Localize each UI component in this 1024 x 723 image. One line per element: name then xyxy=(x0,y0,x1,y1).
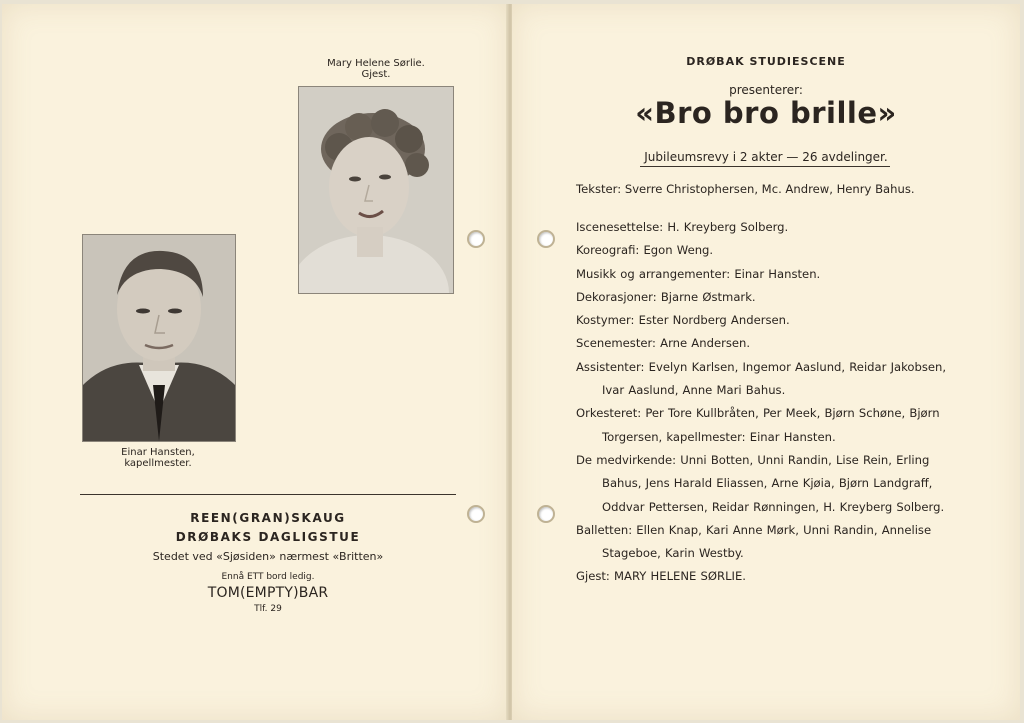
show-title: «Bro bro brille» xyxy=(635,96,897,130)
portrait-man-illustration xyxy=(83,235,235,441)
show-subtitle: Jubileumsrevy i 2 akter — 26 avdelinger. xyxy=(644,150,888,164)
credit-costumes: Kostymer: Ester Nordberg Andersen. xyxy=(576,313,790,328)
credit-ballet: Balletten: Ellen Knap, Kari Anne Mørk, Unni Randin, Annelise Stageboe, Karin Westby. xyxy=(576,522,932,561)
credit-guest: Gjest: MARY HELENE SØRLIE. xyxy=(576,569,746,584)
caption-line: Einar Hansten, xyxy=(121,447,195,458)
portrait-photo-man xyxy=(82,234,236,442)
portrait-woman-illustration xyxy=(299,87,453,293)
credit-stage-manager: Scenemester: Arne Andersen. xyxy=(576,336,751,351)
credits-list xyxy=(576,216,960,589)
ad-note: Ennå ETT bord ledig. xyxy=(221,572,315,582)
binder-hole xyxy=(537,230,555,248)
ad-bar-name: TOM(EMPTY)BAR xyxy=(207,585,329,601)
presents-label: presenterer: xyxy=(729,83,803,97)
photo-caption-guest xyxy=(300,58,452,80)
ad-business-name: REEN(GRAN)SKAUG xyxy=(190,511,346,525)
caption-line: Gjest. xyxy=(361,69,391,80)
ad-phone: Tlf. 29 xyxy=(254,604,282,614)
caption-line: Mary Helene Sørlie. xyxy=(327,58,425,69)
credit-choreography: Koreografi: Egon Weng. xyxy=(576,243,714,258)
subtitle-underline xyxy=(640,166,890,167)
binder-hole xyxy=(467,505,485,523)
ad-location: Stedet ved «Sjøsiden» nærmest «Britten» xyxy=(152,550,384,563)
ad-tagline: DRØBAKS DAGLIGSTUE xyxy=(175,530,361,544)
binder-hole xyxy=(467,230,485,248)
credit-direction: Iscenesettelse: H. Kreyberg Solberg. xyxy=(576,220,789,234)
credit-cast: De medvirkende: Unni Botten, Unni Randin, Lise Rein, Erling Bahus, Jens Harald Eliassen, Arne Kjøia, Bjørn Landgraff, Oddvar Pettersen, Reidar Rønningen, H. Kreyberg Solberg. xyxy=(576,452,945,514)
organization-name: DRØBAK STUDIESCENE xyxy=(686,55,846,68)
credit-music: Musikk og arrangementer: Einar Hansten. xyxy=(576,266,821,281)
binder-hole xyxy=(537,505,555,523)
divider-line xyxy=(80,494,456,495)
credit-orchestra: Orkesteret: Per Tore Kullbråten, Per Meek, Bjørn Schøne, Bjørn Torgersen, kapellmester: Einar Hansten. xyxy=(576,406,940,444)
credit-decorations: Dekorasjoner: Bjarne Østmark. xyxy=(576,289,756,304)
credit-assistants: Assistenter: Evelyn Karlsen, Ingemor Aaslund, Reidar Jakobsen, Ivar Aaslund, Anne Mari Bahus. xyxy=(576,359,947,398)
photo-caption-conductor xyxy=(82,447,234,469)
credits-texts: Tekster: Sverre Christophersen, Mc. Andrew, Henry Bahus. xyxy=(576,182,915,196)
advertisement-block xyxy=(80,511,456,614)
portrait-photo-woman xyxy=(298,86,454,294)
caption-line: kapellmester. xyxy=(124,458,192,469)
